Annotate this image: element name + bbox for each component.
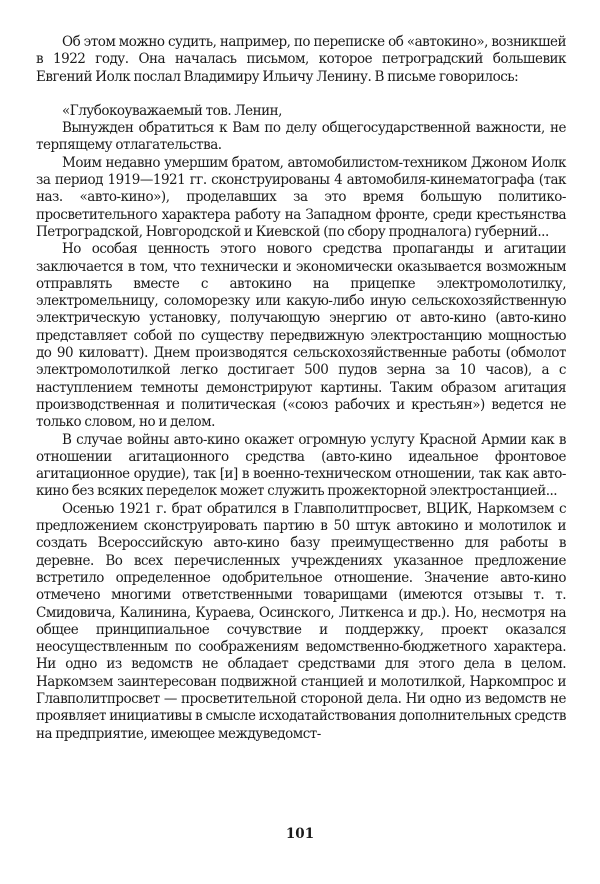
- page-number: 101: [285, 826, 315, 842]
- paragraph-autumn-1921: Осенью 1921 г. брат обратился в Главполитпросвет, ВЦИК, Наркомзем с предложением сконструировать партию в 50 штук автокино и молотилок и создать Всероссийскую авто-кино базу преимущественно для работы в деревне. Во всех перечисленных учреждениях указанное предложение встретило определенное одобрительное отношение. Значение авто-кино отмечено многими ответственными товарищами (имеются отзывы т. т. Смидовича, Калинина, Кураева, Осинского, Литкенса и др.). Но, несмотря на общее принципиальное сочувствие и поддержку, проект оказался неосуществленным по соображениям ведомственно-бюджетного характера. Ни одно из ведомств не обладает средствами для этого дела в целом. Наркомзем заинтересован подвижной станцией и молотилкой, Наркомпрос и Главполитпросвет — просветительной стороной дела. Ни одно из ведомств не проявляет инициативы в смысле исходатайствования дополнительных средств на предприятие, имеющее междуведомст-: [36, 500, 566, 742]
- paragraph-letter-opening: Вынужден обратиться к Вам по делу общегосударственной важности, не терпящему отлагательства.: [36, 120, 566, 154]
- paragraph-agitation-value: Но особая ценность этого нового средства пропаганды и агитации заключается в том, что технически и экономически оказывается возможным отправлять вместе с автокино на прицепке электромолотилку, электромельницу, соломорезку или какую-либо иную сельскохозяйственную электрическую установку, получающую энергию от авто-кино (авто-кино представляет собой по существу передвижную электростанцию мощностью до 90 киловатт). Днем производятся сельскохозяйственные работы (обмолот электромолотилкой легко достигает 500 пудов зерна за 10 часов), а с наступлением темноты демонстрируют картины. Таким образом агитация производственная и политическая («союз рабочих и крестьян») ведется не только словом, но и делом.: [36, 241, 566, 431]
- paragraph-autocinema-history: Моим недавно умершим братом, автомобилистом-техником Джоном Иолк за период 1919—1921 гг. сконструированы 4 автомобиля-кинематографа (так наз. «авто-кино»), проделавших за это время большую политико-просветительного характера работу на Западном фронте, среди крестьянства Петроградской, Новгородской и Киевской (по сбору продналога) губерний...: [36, 154, 566, 240]
- paragraph-war-use: В случае войны авто-кино окажет огромную услугу Красной Армии как в отношении агитационного средства (авто-кино идеальное фронтовое агитационное орудие), так [и] в военно-техническом отношении, так как авто-кино без всяких переделок может служить прожекторной электростанцией...: [36, 431, 566, 500]
- letter-salutation: «Глубокоуважаемый тов. Ленин,: [62, 102, 282, 119]
- paragraph-intro: Об этом можно судить, например, по переписке об «автокино», возникшей в 1922 году. Она началась письмом, которое петроградский большевик Евгений Иолк послал Владимиру Ильичу Ленину. В письме говорилось:: [36, 34, 566, 85]
- body-text: [36, 34, 566, 743]
